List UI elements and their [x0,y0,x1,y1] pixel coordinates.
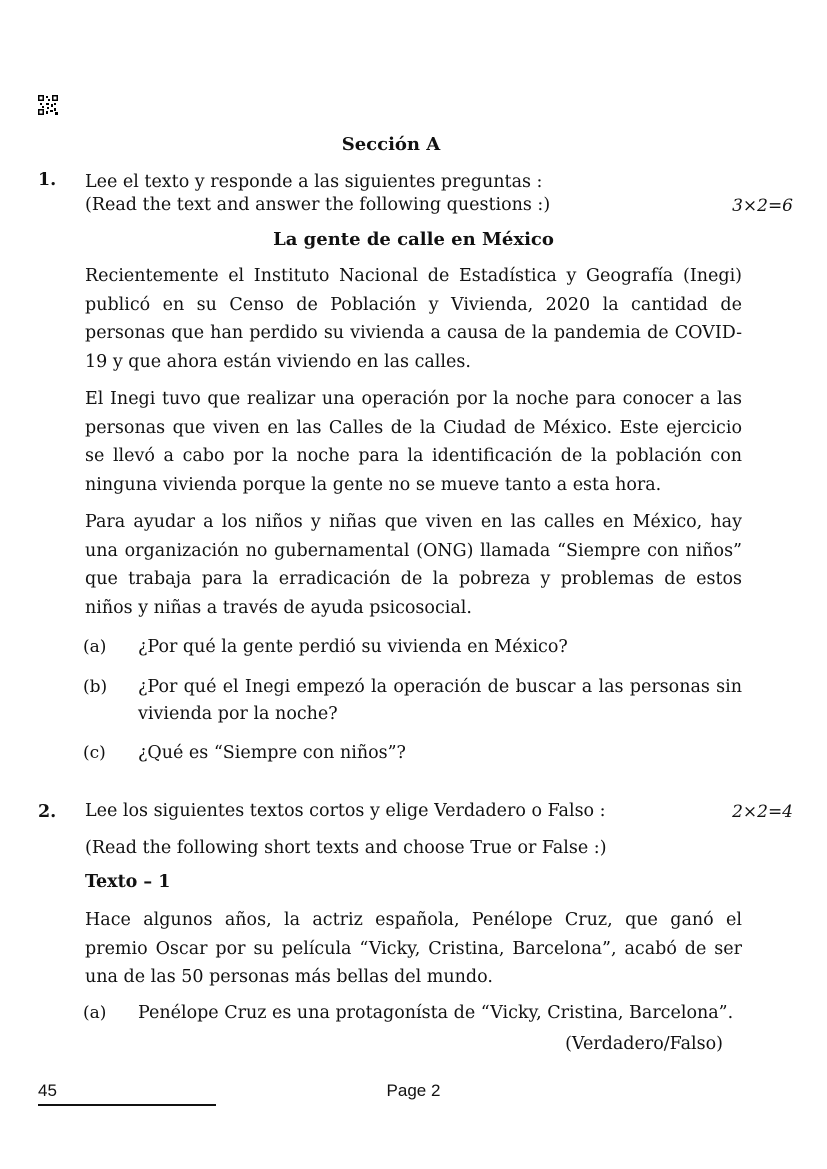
text-heading: Texto – 1 [85,872,171,892]
subquestion-text: ¿Por qué el Inegi empezó la operación de buscar a las personas sin vivienda por la noche? [138,677,742,724]
subquestion-text: ¿Qué es “Siempre con niños”? [138,743,406,763]
qr-code-icon [38,95,58,115]
marks-label: 3×2=6 [732,196,793,216]
subquestion-label: (c) [83,743,106,763]
subquestion-label: (b) [83,677,108,697]
paper-code: 45 [38,1081,57,1100]
passage-paragraph: Recientemente el Instituto Nacional de Estadística y Geografía (Inegi) publicó en su Censo de Población y Vivienda, 2020 la cantidad de personas que han perdido su vivienda a causa de la pandemia de COVID-19 y que ahora están viviendo en las calles. [85,266,742,372]
question-prompt-es: Lee los siguientes textos cortos y elige Verdadero o Falso : [85,801,606,821]
question-prompt-en: (Read the following short texts and choose True or False :) [85,838,607,858]
question-prompt-en: (Read the text and answer the following questions :) [85,195,551,215]
page-number: Page 2 [386,1081,441,1100]
question-number: 1. [38,170,57,190]
passage-paragraph: Para ayudar a los niños y niñas que viven en las calles en México, hay una organización no gubernamental (ONG) llamada “Siempre con niños” que trabaja para la erradicación de la pobreza y problemas de estos niños y niñas a través de ayuda psicosocial. [85,512,742,618]
subquestion-label: (a) [83,1003,107,1023]
question-number: 2. [38,802,57,822]
passage-title: La gente de calle en México [273,229,554,250]
subquestion-label: (a) [83,637,107,657]
marks-label: 2×2=4 [732,802,793,822]
subquestion-text: ¿Por qué la gente perdió su vivienda en México? [138,637,568,657]
footer-rule [38,1104,216,1106]
question-prompt-es: Lee el texto y responde a las siguientes preguntas : [85,172,543,192]
answer-hint: (Verdadero/Falso) [565,1034,723,1054]
passage-paragraph: El Inegi tuvo que realizar una operación por la noche para conocer a las personas que viven en las Calles de la Ciudad de México. Este ejercicio se llevó a cabo por la noche para la identificación de la población con ninguna vivienda porque la gente no se mueve tanto a esta hora. [85,389,742,495]
section-title: Sección A [341,134,441,155]
passage-paragraph: Hace algunos años, la actriz española, Penélope Cruz, que ganó el premio Oscar por su película “Vicky, Cristina, Barcelona”, acabó de ser una de las 50 personas más bellas del mundo. [85,910,742,987]
subquestion-text: Penélope Cruz es una protagonísta de “Vicky, Cristina, Barcelona”. [138,1003,734,1023]
